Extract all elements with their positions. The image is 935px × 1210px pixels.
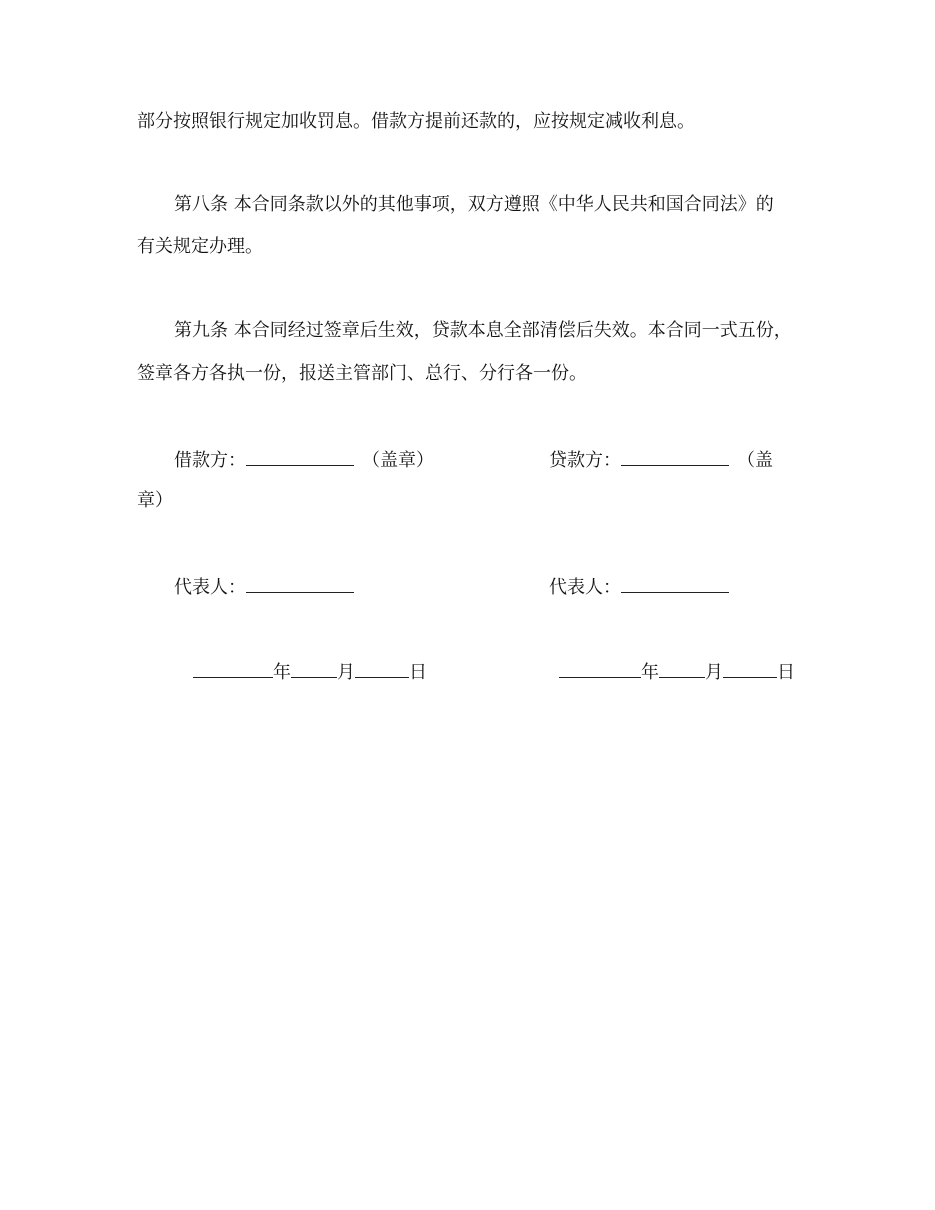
month-blank-left: [291, 662, 337, 678]
borrower-date-line: [193, 662, 427, 682]
borrower-signature-line: [174, 450, 434, 470]
lender-seal-label-part1: （盖: [737, 450, 773, 471]
representative-blank-left: [246, 577, 354, 593]
article7-tail-text: 部分按照银行规定加收罚息。借款方提前还款的，应按规定减收利息。: [137, 111, 695, 132]
year-blank-left: [193, 662, 273, 678]
borrower-seal-label: （盖章）: [362, 450, 434, 471]
representative-blank-right: [621, 577, 729, 593]
lender-signature-line: [549, 450, 773, 470]
borrower-label: 借款方：: [174, 450, 246, 471]
month-blank-right: [659, 662, 705, 678]
borrower-blank: [246, 450, 354, 466]
day-label-left: 日: [409, 662, 427, 683]
year-label-right: 年: [641, 662, 659, 683]
year-blank-right: [559, 662, 641, 678]
article8-line2: 有关规定办理。: [137, 236, 263, 257]
article9-line2: 签章各方各执一份，报送主管部门、总行、分行各一份。: [137, 363, 587, 384]
borrower-representative-line: [174, 577, 354, 597]
lender-date-line: [559, 662, 795, 682]
article9-line1: 第九条 本合同经过签章后生效，贷款本息全部清偿后失效。本合同一式五份，: [174, 320, 792, 341]
month-label-right: 月: [705, 662, 723, 683]
day-blank-left: [355, 662, 409, 678]
lender-representative-line: [549, 577, 729, 597]
month-label-left: 月: [337, 662, 355, 683]
lender-label: 贷款方：: [549, 450, 621, 471]
lender-seal-label-part2: 章）: [137, 490, 173, 511]
day-label-right: 日: [777, 662, 795, 683]
lender-blank: [621, 450, 729, 466]
year-label-left: 年: [273, 662, 291, 683]
representative-label-left: 代表人：: [174, 577, 246, 598]
representative-label-right: 代表人：: [549, 577, 621, 598]
day-blank-right: [723, 662, 777, 678]
article8-line1: 第八条 本合同条款以外的其他事项，双方遵照《中华人民共和国合同法》的: [174, 194, 774, 215]
